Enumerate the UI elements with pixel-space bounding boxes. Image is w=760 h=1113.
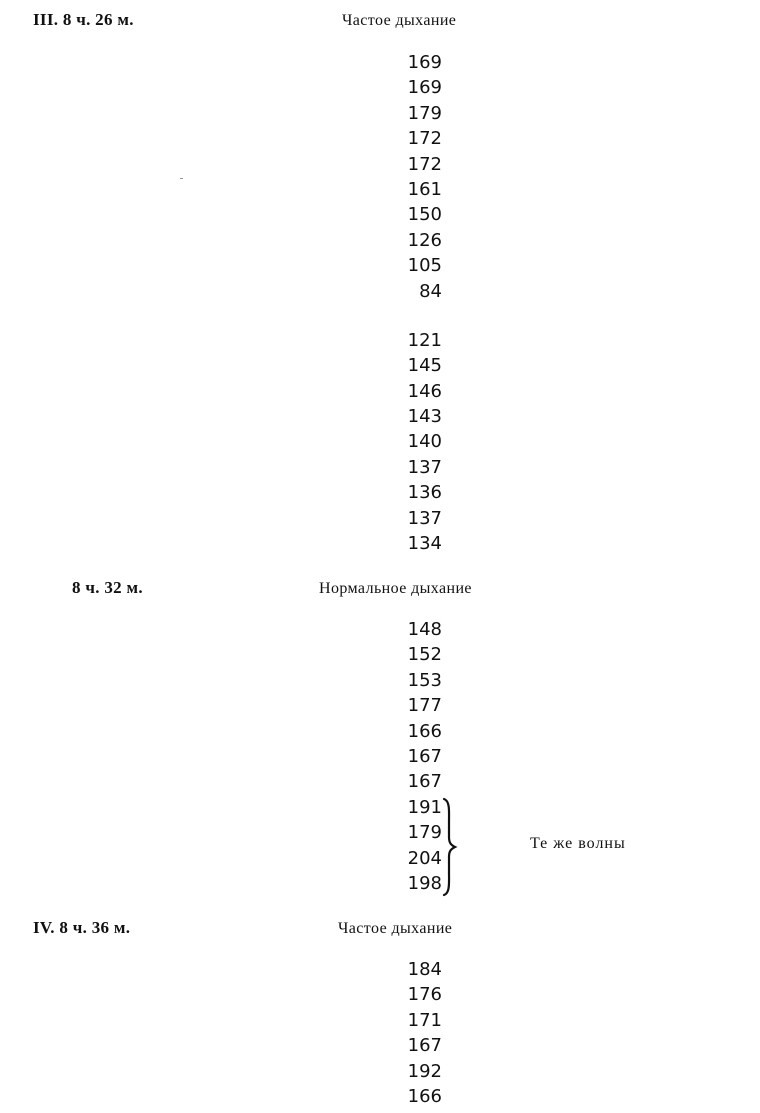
value-item: 136 [407, 482, 442, 504]
section-832-breathing-label: Нормальное дыхание [319, 580, 472, 597]
value-item: 167 [407, 745, 442, 767]
value-item: 105 [407, 255, 442, 277]
value-item: 143 [407, 406, 442, 428]
value-item: 152 [407, 644, 442, 666]
curly-brace-icon [440, 797, 458, 897]
value-gap [386, 304, 442, 328]
value-item: 184 [407, 959, 442, 980]
value-item: 172 [407, 128, 442, 150]
value-item: 179 [407, 102, 442, 124]
value-item: 177 [407, 695, 442, 717]
value-item: 137 [407, 507, 442, 529]
value-item: 145 [407, 355, 442, 377]
print-speck [180, 178, 183, 179]
section-iii-breathing-label: Частое дыхание [342, 12, 457, 29]
value-item: 121 [407, 329, 442, 351]
value-item: 171 [407, 1009, 442, 1031]
value-item: 166 [407, 1085, 442, 1107]
value-item: 150 [407, 204, 442, 226]
value-item: 161 [407, 178, 442, 200]
value-item: 204 [407, 847, 442, 869]
section-iv-breathing-label: Частое дыхание [338, 920, 453, 937]
value-item: 191 [407, 796, 442, 818]
value-item: 140 [407, 431, 442, 453]
value-item: 84 [419, 280, 442, 302]
section-iv-time-label: IV. 8 ч. 36 м. [33, 918, 131, 937]
section-iii-values [386, 50, 442, 556]
value-item: 167 [407, 771, 442, 793]
value-item: 146 [407, 380, 442, 402]
section-iv-values [386, 957, 442, 1109]
value-item: 153 [407, 669, 442, 691]
same-waves-note: Те же волны [530, 835, 626, 852]
value-item: 176 [407, 984, 442, 1006]
section-832-values [386, 617, 442, 896]
section-iii-time-label: III. 8 ч. 26 м. [33, 10, 134, 29]
section-832-time-label: 8 ч. 32 м. [72, 578, 143, 597]
value-item: 198 [407, 872, 442, 894]
value-item: 192 [407, 1060, 442, 1082]
value-item: 134 [407, 533, 442, 555]
value-item: 172 [407, 153, 442, 175]
value-item: 169 [407, 52, 442, 73]
value-item: 167 [407, 1035, 442, 1057]
value-item: 137 [407, 456, 442, 478]
value-item: 148 [407, 619, 442, 640]
value-item: 126 [407, 229, 442, 251]
value-item: 166 [407, 720, 442, 742]
value-item: 169 [407, 77, 442, 99]
value-item: 179 [407, 822, 442, 844]
